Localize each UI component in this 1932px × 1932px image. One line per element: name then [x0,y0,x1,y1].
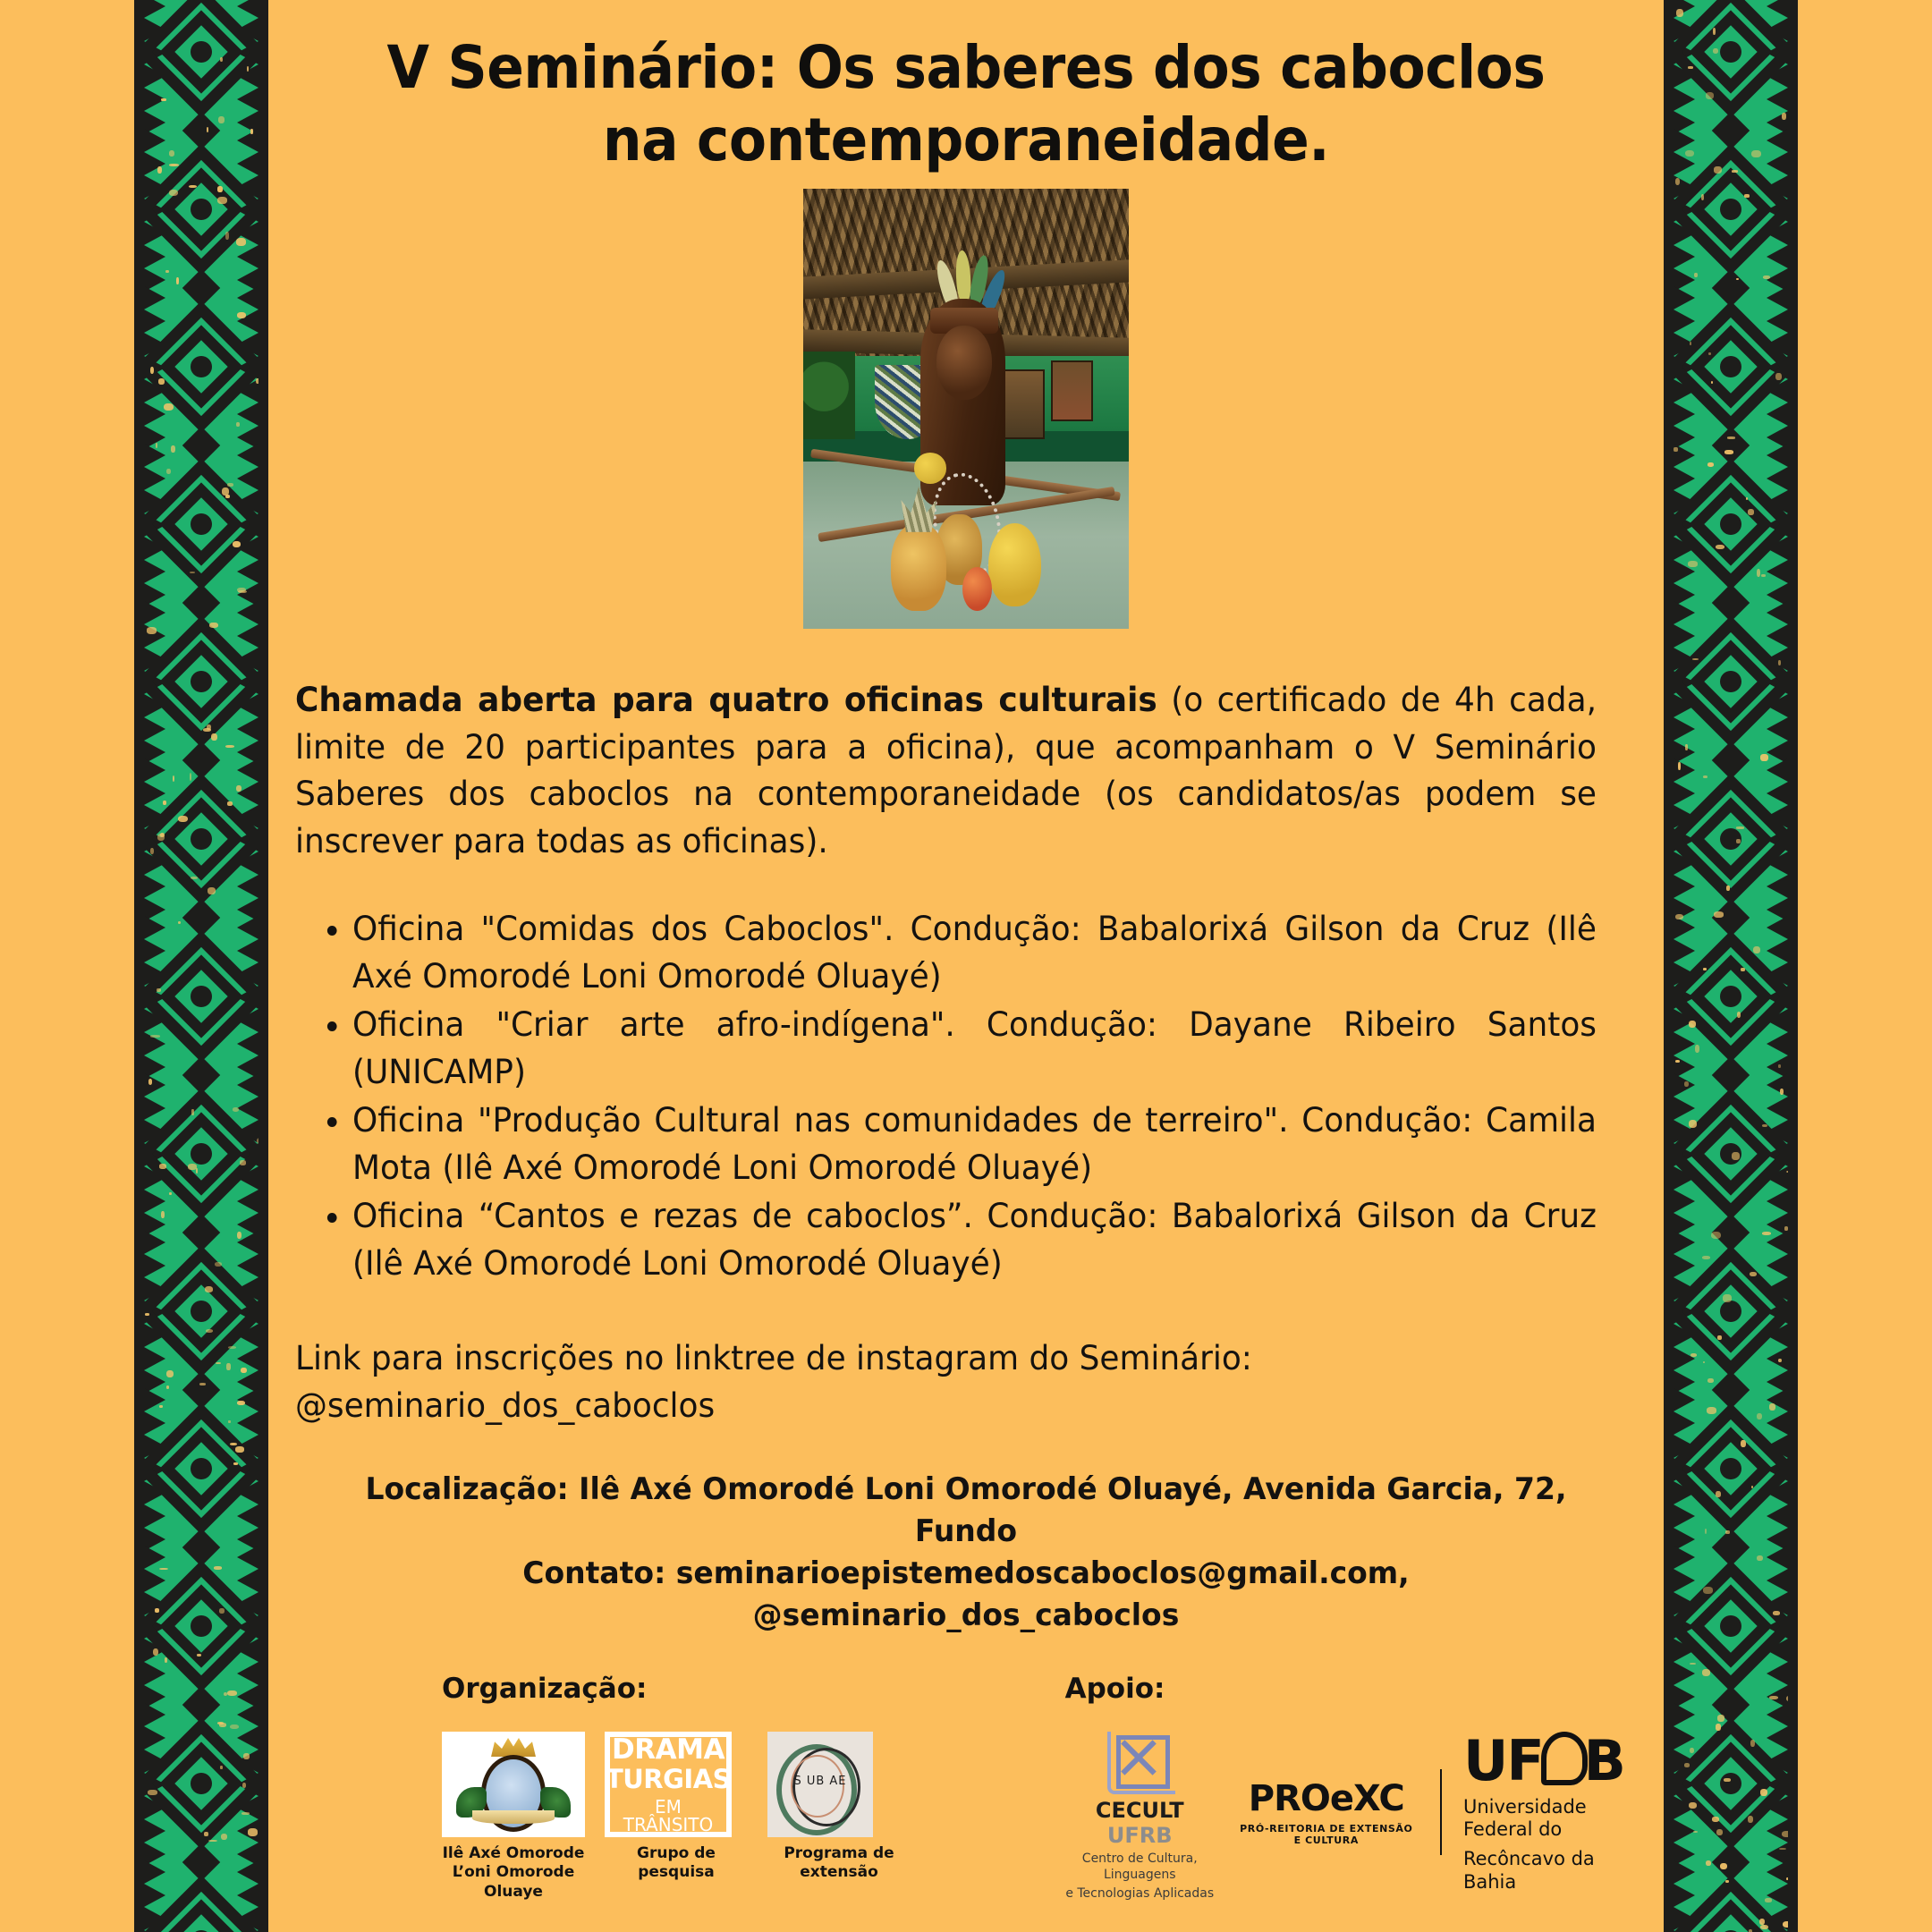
diamond-icon [191,1773,212,1794]
organizacao-logo-row [442,1732,965,1902]
diamond-icon [1720,1301,1741,1322]
triangle-icon [144,245,165,268]
proexc-name: PROeXC [1248,1778,1404,1820]
triangle-icon [237,939,258,962]
triangle-icon [1767,1726,1788,1750]
speckle [263,741,268,746]
diamond-icon [191,1458,212,1479]
speckle [265,1741,268,1746]
triangle-icon [1767,444,1788,467]
photo-foliage [803,352,855,439]
triangle-icon [1767,758,1788,782]
photo-offering-pineapple [891,523,946,611]
triangle-icon [144,1388,165,1411]
cecult-window-icon [1107,1732,1172,1791]
triangle-icon [237,916,258,939]
triangle-icon [237,402,258,426]
diamond-icon [1720,356,1741,377]
triangle-icon [144,1504,165,1528]
triangle-icon [1767,782,1788,805]
diamond-icon [1720,513,1741,535]
triangle-icon [144,1662,165,1685]
triangle-icon [1674,1860,1695,1884]
call-intro-rest: (o certificado de 4h cada, limite de 20 participantes para a oficina), que acompanham o V Seminário Saberes dos caboclos na contemporaneidade (os candidatos/as podem se inscrever para todas as oficinas). [295,681,1597,860]
triangle-icon [144,601,165,624]
diamond-icon [191,199,212,220]
instagram-handle[interactable]: @seminario_dos_caboclos [295,1385,716,1425]
poster-content [295,0,1637,1932]
triangle-icon [1767,1032,1788,1055]
list-item: • Oficina "Criar arte afro-indígena". Condução: Dayane Ribeiro Santos (UNICAMP) [352,1002,1597,1096]
speckle [1796,897,1798,900]
contact-block [316,1469,1617,1637]
subae-logo [767,1732,911,1883]
cecult-name [1065,1798,1215,1848]
diamond-motif [1674,1547,1788,1705]
triangle-icon [237,1254,258,1277]
triangle-icon [237,1546,258,1569]
crown-icon [491,1735,536,1757]
call-intro-bold: Chamada aberta para quatro oficinas culturais [295,681,1157,720]
diamond-icon [1720,41,1741,63]
triangle-icon [237,1884,258,1907]
caboclo-photo [803,189,1129,629]
triangle-icon [237,1347,258,1370]
speckle [1788,314,1792,318]
cecult-subtitle-1: Centro de Cultura, Linguagens [1081,1852,1198,1882]
triangle-icon [1674,1569,1695,1592]
speckle [258,1634,262,1640]
dramaturgias-mark [605,1732,732,1837]
triangle-icon [1767,1254,1788,1277]
triangle-icon [1674,875,1695,898]
organizacao-heading: Organização: [442,1673,648,1706]
triangle-icon [144,717,165,741]
triangle-icon [1674,152,1695,175]
triangle-icon [237,717,258,741]
triangle-icon [1674,402,1695,426]
triangle-icon [1674,1032,1695,1055]
triangle-icon [237,875,258,898]
dramaturgias-line-2: TURGIAS [605,1763,732,1794]
diamond-icon [191,828,212,850]
triangle-icon [1674,286,1695,309]
triangle-icon [237,1726,258,1750]
registration-link-block [295,1335,1597,1429]
triangle-icon [1674,560,1695,583]
diamond-icon [191,986,212,1007]
diamond-motif [144,918,258,1075]
diamond-motif [1674,1233,1788,1390]
triangle-icon [1767,402,1788,426]
triangle-icon [1674,467,1695,490]
triangle-icon [1674,916,1695,939]
logo-divider [1440,1769,1442,1855]
diamond-pattern-left [144,0,258,1932]
triangle-icon [1767,939,1788,962]
speckle [267,148,268,155]
triangle-icon [1674,0,1695,18]
triangle-icon [1674,1726,1695,1750]
triangle-icon [237,1097,258,1120]
triangle-icon [1767,1073,1788,1097]
triangle-icon [144,88,165,111]
diamond-icon [1720,828,1741,850]
ile-axe-caption: Ilê Axé Omorode L’oni Omorode Oluaye [442,1844,585,1901]
triangle-icon [144,560,165,583]
triangle-icon [144,1231,165,1254]
triangle-icon [144,129,165,152]
diamond-icon [1720,1615,1741,1637]
diamond-motif [1674,1705,1788,1862]
triangle-icon [1767,916,1788,939]
triangle-icon [1767,129,1788,152]
triangle-icon [1674,1884,1695,1907]
triangle-icon [1674,939,1695,962]
ufrb-mark-right: B [1583,1728,1624,1794]
cecult-name-main: CECULT [1095,1798,1184,1824]
diamond-icon [191,513,212,535]
triangle-icon [1767,152,1788,175]
triangle-icon [237,0,258,18]
triangle-icon [144,1411,165,1435]
triangle-icon [1674,444,1695,467]
diamond-motif [144,131,258,288]
triangle-icon [144,1190,165,1213]
dramaturgias-line-1: DRAMA [612,1733,724,1766]
speckle [1794,637,1796,640]
call-intro-paragraph [295,677,1597,865]
triangle-icon [144,1569,165,1592]
triangle-icon [1767,1703,1788,1726]
diamond-icon [1720,1773,1741,1794]
triangle-icon [1767,1662,1788,1685]
apoio-column [965,1673,1637,1902]
triangle-icon [237,152,258,175]
triangle-icon [144,0,165,18]
diamond-icon [191,41,212,63]
triangle-icon [144,1097,165,1120]
triangle-icon [1674,88,1695,111]
speckle [267,1220,268,1224]
apoio-logo-row [1065,1728,1637,1902]
triangle-icon [237,286,258,309]
diamond-motif [144,1390,258,1547]
triangle-icon [1767,624,1788,648]
ufrb-logo [1462,1728,1637,1894]
cecult-subtitle-2: e Tecnologias Aplicadas [1065,1886,1215,1902]
caboclo-photo-image [803,189,1129,629]
triangle-icon [237,1388,258,1411]
location-text: Localização: Ilê Axé Omorodé Loni Omorodé Oluayé, Avenida Garcia, 72, Fundo [365,1471,1567,1550]
triangle-icon [1674,1662,1695,1685]
diamond-icon [191,671,212,692]
triangle-icon [144,467,165,490]
triangle-icon [144,1884,165,1907]
triangle-icon [144,309,165,333]
triangle-icon [237,601,258,624]
triangle-icon [237,624,258,648]
triangle-icon [1767,717,1788,741]
triangle-icon [237,1703,258,1726]
triangle-icon [237,560,258,583]
diamond-motif [144,0,258,131]
triangle-icon [237,1411,258,1435]
dramaturgias-line-3: EM TRÂNSITO [623,1795,714,1835]
diamond-icon [1720,199,1741,220]
triangle-icon [1767,1231,1788,1254]
triangle-icon [144,402,165,426]
triangle-icon [1767,1347,1788,1370]
triangle-icon [1674,1819,1695,1843]
triangle-icon [1674,758,1695,782]
triangle-icon [237,1819,258,1843]
triangle-icon [1767,0,1788,18]
diamond-motif [1674,603,1788,760]
triangle-icon [1674,245,1695,268]
diamond-motif [144,1862,258,1932]
triangle-icon [237,1073,258,1097]
triangle-icon [144,1347,165,1370]
triangle-icon [1767,1819,1788,1843]
diamond-pattern-right [1674,0,1788,1932]
cross-icon [1116,1735,1161,1780]
speckle [1788,407,1794,411]
triangle-icon [144,286,165,309]
triangle-icon [144,1073,165,1097]
face-profile-icon [1541,1732,1588,1785]
list-item: • Oficina "Comidas dos Caboclos". Condução: Babalorixá Gilson da Cruz (Ilê Axé Omorodé Loni Omorodé Oluayé) [352,906,1597,1000]
triangle-icon [237,88,258,111]
triangle-icon [144,1819,165,1843]
photo-statue-face [936,326,992,401]
cecult-logo [1065,1732,1215,1902]
logo-footer [295,1673,1637,1902]
triangle-icon [144,875,165,898]
subae-mark [767,1732,873,1837]
triangle-icon [1767,245,1788,268]
diamond-icon [1720,1143,1741,1165]
triangle-icon [144,444,165,467]
diamond-icon [1720,671,1741,692]
list-item: • Oficina "Produção Cultural nas comunidades de terreiro". Condução: Camila Mota (Ilê Axé Omorodé Loni Omorodé Oluayé) [352,1097,1597,1191]
speckle [1789,1509,1796,1512]
decorative-border-right [1664,0,1798,1932]
triangle-icon [1767,1884,1788,1907]
diamond-motif [1674,918,1788,1075]
triangle-icon [1767,1860,1788,1884]
title-line-2: na contemporaneidade. [602,105,1330,174]
diamond-motif [1674,445,1788,603]
triangle-icon [1767,1569,1788,1592]
diamond-icon [191,356,212,377]
photo-wall-portrait [1051,360,1094,421]
diamond-motif [144,1233,258,1390]
triangle-icon [1674,129,1695,152]
triangle-icon [237,1190,258,1213]
photo-offering-coconut [988,523,1040,606]
triangle-icon [1767,467,1788,490]
ribbon-icon [472,1810,555,1824]
subae-mark-text: S UB AE [793,1775,847,1789]
organizacao-column [295,1673,965,1902]
triangle-icon [144,916,165,939]
triangle-icon [1767,560,1788,583]
diamond-motif [1674,760,1788,918]
subae-caption: Programa de extensão [784,1844,894,1882]
ile-axe-logo [442,1732,585,1902]
cecult-name-sub: UFRB [1106,1823,1173,1849]
triangle-icon [1674,717,1695,741]
ufrb-mark-left: UF [1462,1728,1543,1794]
triangle-icon [1674,1073,1695,1097]
triangle-icon [1674,309,1695,333]
triangle-icon [237,1032,258,1055]
diamond-icon [1720,1458,1741,1479]
dramaturgias-caption: Grupo de pesquisa [637,1844,716,1882]
diamond-icon [1720,986,1741,1007]
proexc-ufrb-logo-group [1234,1728,1637,1894]
diamond-motif [1674,0,1788,131]
workshop-list [295,906,1597,1287]
triangle-icon [144,1703,165,1726]
speckle [266,776,268,781]
triangle-icon [1674,1254,1695,1277]
diamond-motif [144,1075,258,1233]
diamond-motif [144,288,258,445]
title-line-1: V Seminário: Os saberes dos caboclos [386,33,1546,102]
diamond-motif [1674,131,1788,288]
triangle-icon [237,467,258,490]
triangle-icon [1767,601,1788,624]
photo-offering-lemon [914,453,946,483]
triangle-icon [1674,1190,1695,1213]
page-title [343,0,1590,176]
diamond-motif [144,1705,258,1862]
diamond-motif [1674,1862,1788,1932]
apoio-heading: Apoio: [1064,1673,1165,1706]
triangle-icon [1674,1546,1695,1569]
triangle-icon [1767,1504,1788,1528]
triangle-icon [237,1231,258,1254]
diamond-motif [1674,288,1788,445]
diamond-motif [144,760,258,918]
triangle-icon [144,152,165,175]
triangle-icon [144,1860,165,1884]
triangle-icon [144,624,165,648]
decorative-border-left [134,0,268,1932]
triangle-icon [237,245,258,268]
triangle-icon [1674,1231,1695,1254]
proexc-logo [1234,1778,1419,1846]
triangle-icon [237,1662,258,1685]
diamond-icon [191,1615,212,1637]
triangle-icon [1674,1504,1695,1528]
triangle-icon [1674,1703,1695,1726]
triangle-icon [1767,1388,1788,1411]
triangle-icon [1674,1388,1695,1411]
proexc-subtitle: PRÓ-REITORIA DE EXTENSÃO E CULTURA [1240,1823,1413,1847]
speckle [1795,859,1798,866]
ufrb-subtitle-2: Recôncavo da Bahia [1462,1848,1595,1893]
triangle-icon [144,1254,165,1277]
triangle-icon [1767,286,1788,309]
triangle-icon [144,758,165,782]
triangle-icon [237,782,258,805]
triangle-icon [237,758,258,782]
diamond-motif [144,445,258,603]
diamond-motif [144,1547,258,1705]
triangle-icon [144,782,165,805]
registration-link-label: Link para inscrições no linktree de instagram do Seminário: [295,1339,1252,1378]
ile-axe-crest-icon [442,1732,585,1837]
triangle-icon [1767,875,1788,898]
triangle-icon [237,1569,258,1592]
triangle-icon [237,444,258,467]
triangle-icon [237,1860,258,1884]
diamond-icon [191,1143,212,1165]
diamond-motif [144,603,258,760]
triangle-icon [144,1546,165,1569]
triangle-icon [1674,1347,1695,1370]
speckle [258,75,265,81]
triangle-icon [1674,601,1695,624]
diamond-motif [1674,1390,1788,1547]
dramaturgias-logo [605,1732,748,1883]
triangle-icon [1767,88,1788,111]
ufrb-subtitle-1: Universidade Federal do [1462,1796,1587,1841]
diamond-icon [191,1301,212,1322]
triangle-icon [144,1726,165,1750]
triangle-icon [144,939,165,962]
triangle-icon [1674,1411,1695,1435]
list-item: • Oficina “Cantos e rezas de caboclos”. Condução: Babalorixá Gilson da Cruz (Ilê Axé Omorodé Loni Omorodé Oluayé) [352,1193,1597,1287]
triangle-icon [144,1032,165,1055]
triangle-icon [1674,624,1695,648]
triangle-icon [1674,1097,1695,1120]
speckle [263,1778,267,1782]
triangle-icon [1767,309,1788,333]
contact-text[interactable]: Contato: seminarioepistemedoscaboclos@gmail.com, @seminario_dos_caboclos [522,1555,1410,1634]
ufrb-wordmark [1462,1728,1637,1794]
triangle-icon [1674,782,1695,805]
triangle-icon [1767,1190,1788,1213]
triangle-icon [1767,1546,1788,1569]
triangle-icon [237,1504,258,1528]
triangle-icon [237,129,258,152]
triangle-icon [237,309,258,333]
triangle-icon [1767,1411,1788,1435]
diamond-motif [1674,1075,1788,1233]
triangle-icon [1767,1097,1788,1120]
